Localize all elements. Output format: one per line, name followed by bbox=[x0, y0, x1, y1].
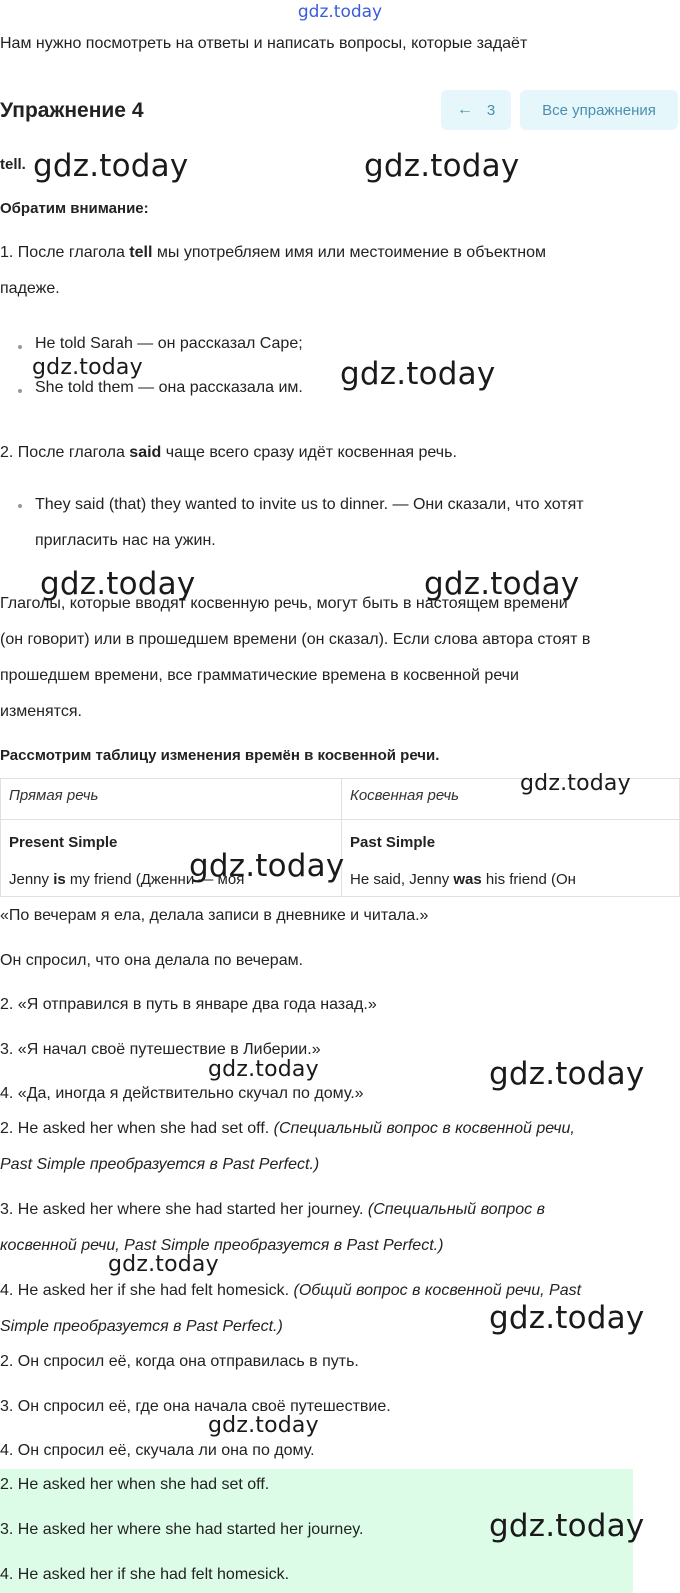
watermark: gdz.today bbox=[208, 1057, 319, 1082]
prev-exercise-label: 3 bbox=[486, 101, 496, 119]
verbs-paragraph-line: Глаголы, которые вводят косвенную речь, могут быть в настоящем времени bbox=[0, 595, 568, 612]
verbs-paragraph-line: прошедшем времени, все грамматические времена в косвенной речи bbox=[0, 667, 519, 684]
answer-3-line-1: 3. He asked her where she had started her journey. (Специальный вопрос в bbox=[0, 1201, 545, 1218]
intro-text: Нам нужно посмотреть на ответы и написать вопросы, которые задаёт bbox=[0, 35, 528, 52]
bullet-dot bbox=[18, 504, 22, 508]
watermark: gdz.today bbox=[489, 1300, 645, 1336]
tense-name: Past Simple bbox=[350, 834, 436, 851]
rule-2-example-line-1: They said (that) they wanted to invite us to dinner. — Они сказали, что хотят bbox=[35, 496, 584, 513]
verbs-paragraph-line: изменятся. bbox=[0, 703, 82, 720]
watermark: gdz.today bbox=[33, 148, 189, 184]
quote-2: 2. «Я отправился в путь в январе два года назад.» bbox=[0, 996, 377, 1013]
rule-1-example-1: He told Sarah — он рассказал Саре; bbox=[35, 335, 303, 352]
final-answer-2: 2. He asked her when she had set off. bbox=[0, 1476, 270, 1493]
watermark: gdz.today bbox=[340, 356, 496, 392]
table-title: Рассмотрим таблицу изменения времён в косвенной речи. bbox=[0, 747, 440, 764]
rule-2-example-line-2: пригласить нас на ужин. bbox=[35, 532, 216, 549]
page-title: Упражнение 4 bbox=[0, 99, 144, 122]
watermark: gdz.today bbox=[520, 771, 631, 796]
quote-1: «По вечерам я ела, делала записи в дневнике и читала.» bbox=[0, 907, 429, 924]
final-answer-4: 4. He asked her if she had felt homesick. bbox=[0, 1566, 290, 1583]
answer-2-line-1: 2. He asked her when she had set off. (Специальный вопрос в косвенной речи, bbox=[0, 1120, 575, 1137]
watermark: gdz.today bbox=[108, 1252, 219, 1277]
site-logo[interactable]: gdz.today bbox=[297, 2, 383, 22]
verbs-paragraph-line: (он говорит) или в прошедшем времени (он сказал). Если слова автора стоят в bbox=[0, 631, 591, 648]
answer-4-line-1: 4. He asked her if she had felt homesick. (Общий вопрос в косвенной речи, Past bbox=[0, 1282, 582, 1299]
table-header-indirect: Косвенная речь bbox=[342, 779, 680, 820]
rule-1-example-2: She told them — она рассказала им. bbox=[35, 379, 303, 396]
tense-name: Present Simple bbox=[9, 834, 118, 851]
prev-exercise-button[interactable] bbox=[441, 90, 511, 130]
note-title: Обратим внимание: bbox=[0, 200, 149, 217]
watermark: gdz.today bbox=[189, 848, 345, 884]
watermark: gdz.today bbox=[208, 1413, 319, 1438]
rule-1-line-2: падеже. bbox=[0, 280, 60, 297]
translation-3: 3. Он спросил её, где она начала своё путешествие. bbox=[0, 1398, 391, 1415]
watermark: gdz.today bbox=[40, 566, 196, 602]
watermark: gdz.today bbox=[489, 1056, 645, 1092]
table-cell-indirect bbox=[342, 820, 680, 897]
table-header-direct: Прямая речь bbox=[1, 779, 342, 820]
watermark: gdz.today bbox=[364, 148, 520, 184]
answer-3-line-2: косвенной речи, Past Simple преобразуется в Past Perfect.) bbox=[0, 1237, 444, 1254]
watermark: gdz.today bbox=[32, 355, 143, 380]
final-answer-3: 3. He asked her where she had started her journey. bbox=[0, 1521, 364, 1538]
translation-2: 2. Он спросил её, когда она отправилась в путь. bbox=[0, 1353, 359, 1370]
answer-2-line-2: Past Simple преобразуется в Past Perfect.) bbox=[0, 1156, 320, 1173]
tense-table bbox=[0, 778, 680, 906]
rule-1-line-1: 1. После глагола tell мы употребляем имя или местоимение в объектном bbox=[0, 244, 546, 261]
watermark: gdz.today bbox=[489, 1508, 645, 1544]
quote-3: 3. «Я начал своё путешествие в Либерии.» bbox=[0, 1041, 321, 1058]
quote-4: 4. «Да, иногда я действительно скучал по дому.» bbox=[0, 1085, 364, 1102]
tense-example: He said, Jenny was his friend (Он bbox=[350, 871, 576, 888]
arrow-left-icon: ← bbox=[456, 101, 473, 118]
bullet-dot bbox=[18, 389, 22, 393]
translation-4: 4. Он спросил её, скучала ли она по дому. bbox=[0, 1442, 315, 1459]
watermark: gdz.today bbox=[424, 566, 580, 602]
bullet-dot bbox=[18, 345, 22, 349]
answer-4-line-2: Simple преобразуется в Past Perfect.) bbox=[0, 1318, 283, 1335]
rule-2: 2. После глагола said чаще всего сразу идёт косвенная речь. bbox=[0, 444, 457, 461]
asked-1: Он спросил, что она делала по вечерам. bbox=[0, 952, 304, 969]
all-exercises-button[interactable]: Все упражнения bbox=[520, 90, 678, 130]
tell-fragment: tell. bbox=[0, 156, 26, 173]
tense-example: Jenny is my friend (Дженни — моя bbox=[9, 871, 245, 888]
